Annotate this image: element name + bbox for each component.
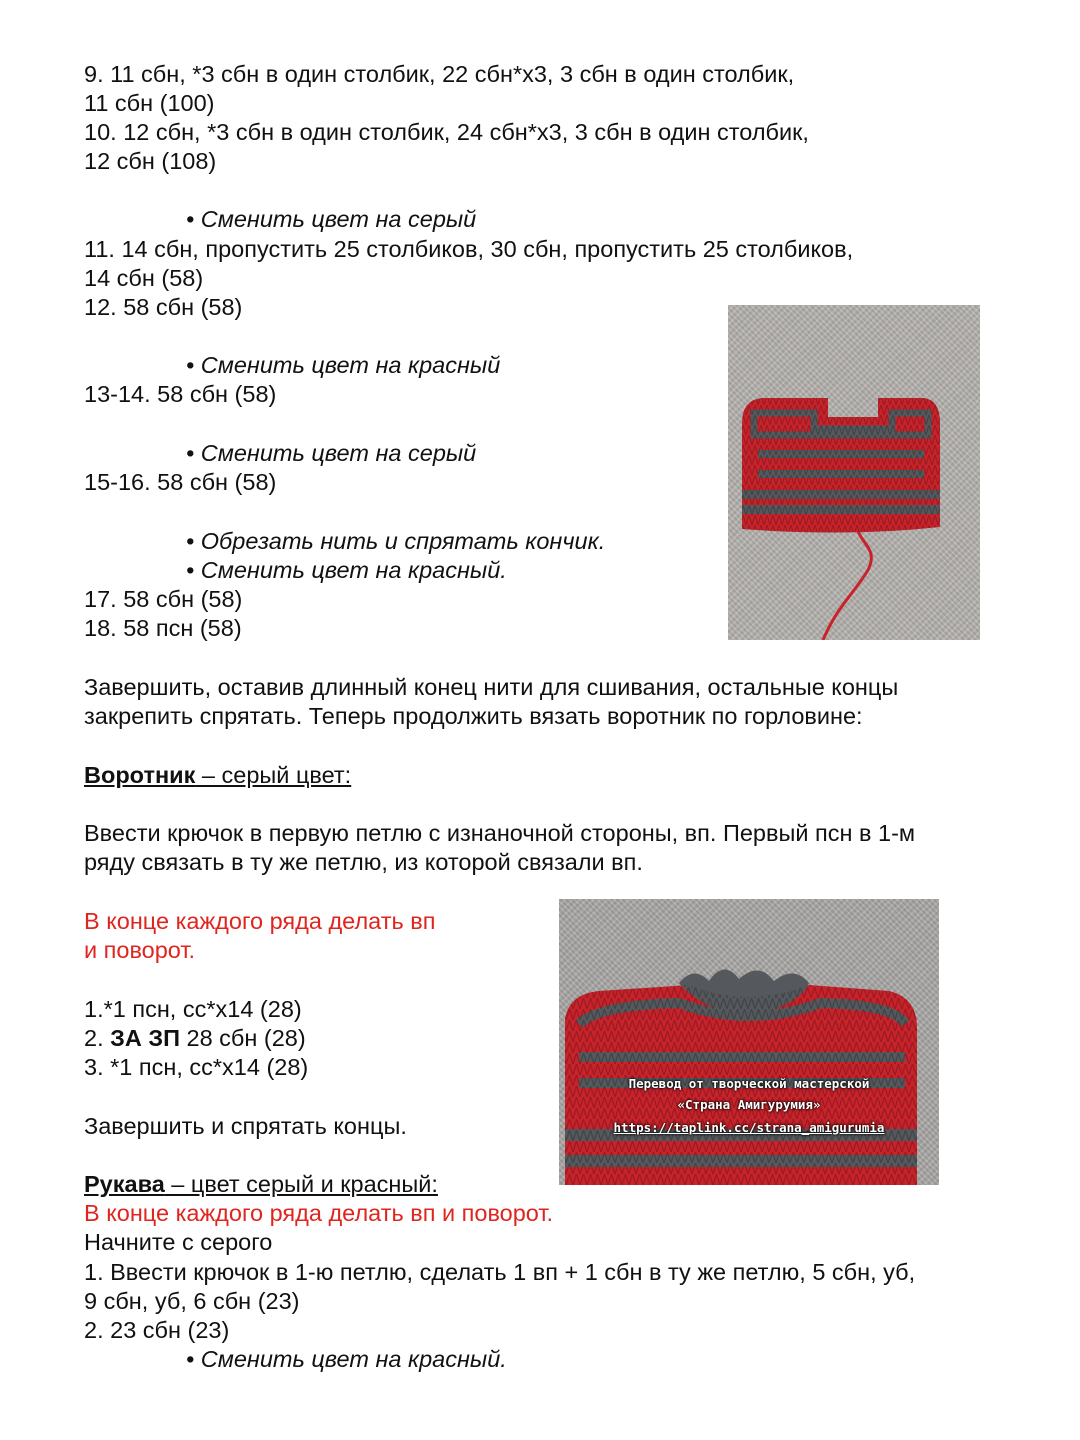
collar-red-note-line-1: В конце каждого ряда делать вп xyxy=(84,908,436,934)
collar-illustration xyxy=(559,899,939,1185)
yoke-texture xyxy=(742,398,940,533)
yoke-photo xyxy=(728,305,980,640)
bullet-change-red-1: • Сменить цвет на красный xyxy=(186,352,501,378)
sleeves-heading xyxy=(84,1170,438,1199)
sleeves-bullet-change-red: • Сменить цвет на красный. xyxy=(186,1346,507,1372)
sleeves-heading-rest: – цвет серый и красный: xyxy=(164,1171,438,1197)
finish-paragraph-line-2: закрепить спрятать. Теперь продолжить вязать воротник по горловине: xyxy=(84,703,863,729)
yoke-illustration xyxy=(728,305,980,640)
row-11a: 11. 14 сбн, пропустить 25 столбиков, 30 сбн, пропустить 25 столбиков, xyxy=(84,236,854,262)
row-10b: 12 сбн (108) xyxy=(84,148,217,174)
row-9b: 11 сбн (100) xyxy=(84,90,215,116)
sleeves-row-2: 2. 23 сбн (23) xyxy=(84,1317,230,1343)
bullet-change-red-2: • Сменить цвет на красный. xyxy=(186,557,507,583)
collar-intro-line-1: Ввести крючок в первую петлю с изнаночной стороны, вп. Первый псн в 1-м xyxy=(84,820,916,846)
watermark-link[interactable]: https://taplink.cc/strana_amigurumia xyxy=(613,1120,885,1135)
row-10a: 10. 12 сбн, *3 сбн в один столбик, 24 сбн*х3, 3 сбн в один столбик, xyxy=(84,119,809,145)
bullet-change-gray-1: • Сменить цвет на серый xyxy=(186,206,477,232)
collar-finish: Завершить и спрятать концы. xyxy=(84,1113,407,1139)
collar-heading xyxy=(84,761,351,790)
finish-paragraph-line-1: Завершить, оставив длинный конец нити для сшивания, остальные концы xyxy=(84,674,899,700)
collar-row-2-bold: ЗА ЗП xyxy=(110,1025,180,1051)
row-11b: 14 сбн (58) xyxy=(84,265,204,291)
bullet-cut-thread: • Обрезать нить и спрятать кончик. xyxy=(186,528,606,554)
collar-row-2-prefix: 2. xyxy=(84,1025,111,1051)
sleeves-row-1a: 1. Ввести крючок в 1-ю петлю, сделать 1 вп + 1 сбн в ту же петлю, 5 сбн, уб, xyxy=(84,1259,916,1285)
collar-row-2-rest: 28 сбн (28) xyxy=(179,1025,306,1051)
collar-red-note-line-2: и поворот. xyxy=(84,937,196,963)
sleeves-heading-bold: Рукава xyxy=(84,1171,165,1197)
row-15-16: 15-16. 58 сбн (58) xyxy=(84,469,277,495)
yarn-tail xyxy=(823,531,871,640)
bullet-change-gray-2: • Сменить цвет на серый xyxy=(186,440,477,466)
row-12: 12. 58 сбн (58) xyxy=(84,294,243,320)
collar-photo xyxy=(559,899,939,1185)
sleeves-start: Начните с серого xyxy=(84,1229,273,1255)
collar-heading-bold: Воротник xyxy=(84,762,196,788)
sleeves-row-1b: 9 сбн, уб, 6 сбн (23) xyxy=(84,1288,300,1314)
watermark-line-1: Перевод от творческой мастерской xyxy=(628,1076,870,1091)
sleeves-red-note: В конце каждого ряда делать вп и поворот. xyxy=(84,1200,554,1226)
row-18: 18. 58 псн (58) xyxy=(84,615,242,641)
collar-heading-rest: – серый цвет: xyxy=(195,762,352,788)
collar-row-3: 3. *1 псн, сс*х14 (28) xyxy=(84,1054,309,1080)
row-13-14: 13-14. 58 сбн (58) xyxy=(84,381,277,407)
row-9a: 9. 11 сбн, *3 сбн в один столбик, 22 сбн*х3, 3 сбн в один столбик, xyxy=(84,61,795,87)
collar-row-2 xyxy=(84,1024,306,1053)
collar-row-1: 1.*1 псн, сс*х14 (28) xyxy=(84,996,302,1022)
row-17: 17. 58 сбн (58) xyxy=(84,586,243,612)
watermark-line-2: «Страна Амигурумия» xyxy=(677,1097,821,1112)
collar-intro-line-2: ряду связать в ту же петлю, из которой связали вп. xyxy=(84,849,643,875)
